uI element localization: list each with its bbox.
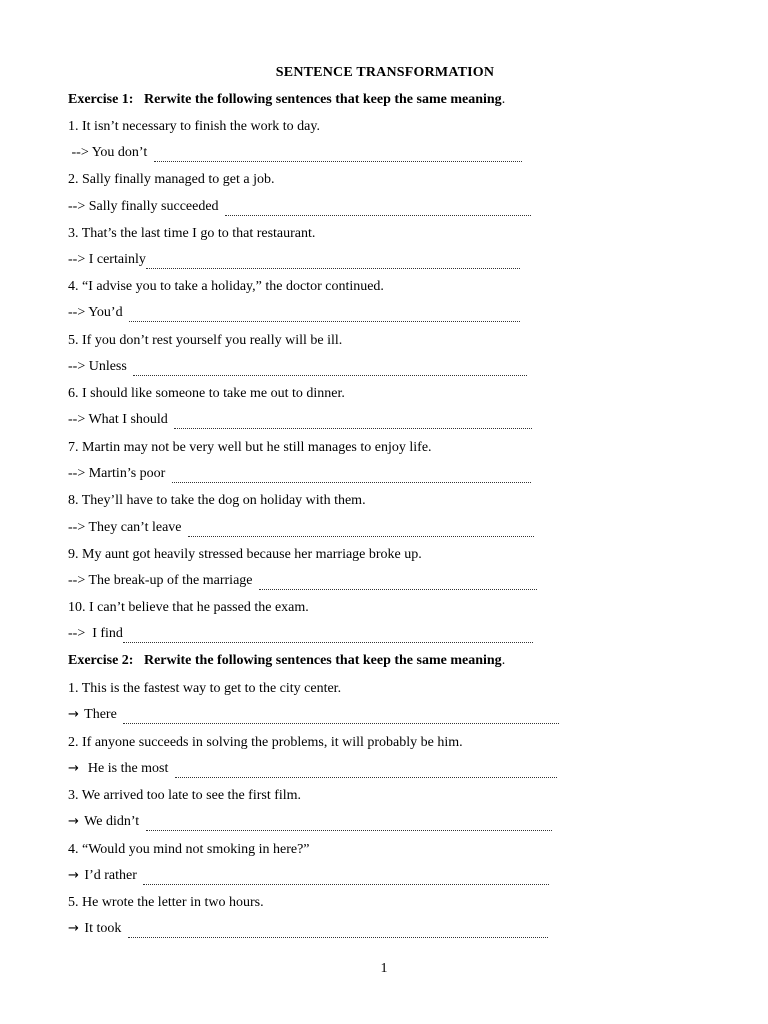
ex1-answer-1[interactable] — [68, 144, 522, 162]
ex1-question-9: 9. My aunt got heavily stressed because her marriage broke up. — [68, 547, 422, 562]
exercise1-instruction: Rerwite the following sentences that keep the same meaning — [143, 92, 502, 107]
ex1-answer-5[interactable] — [68, 358, 527, 376]
right-arrow-icon: → — [68, 921, 79, 936]
ex2-answer-2[interactable] — [68, 760, 557, 778]
ex1-blank-8[interactable] — [188, 523, 534, 537]
ex1-question-3: 3. That’s the last time I go to that restaurant. — [68, 226, 316, 241]
ex1-question-4: 4. “I advise you to take a holiday,” the doctor continued. — [68, 279, 384, 294]
ex1-blank-3[interactable] — [146, 255, 520, 269]
ex2-question-4: 4. “Would you mind not smoking in here?” — [68, 842, 310, 857]
ex1-question-2: 2. Sally finally managed to get a job. — [68, 172, 275, 187]
right-arrow-icon: → — [68, 814, 79, 829]
ex2-question-3: 3. We arrived too late to see the first film. — [68, 788, 302, 803]
ex2-blank-4[interactable] — [143, 871, 549, 885]
ex1-answer-8[interactable] — [68, 519, 534, 537]
ex1-prompt-4: --> You’d — [68, 305, 127, 320]
ex1-prompt-2: --> Sally finally succeeded — [68, 199, 223, 214]
ex2-answer-5[interactable] — [68, 920, 548, 938]
ex2-prompt-1: There — [80, 707, 121, 722]
ex1-answer-3[interactable] — [68, 251, 520, 269]
ex1-blank-4[interactable] — [129, 308, 520, 322]
ex1-answer-9[interactable] — [68, 572, 537, 590]
exercise1-label: Exercise 1: — [68, 92, 134, 107]
ex1-answer-6[interactable] — [68, 411, 532, 429]
exercise2-instruction: Rerwite the following sentences that keep the same meaning — [143, 653, 502, 668]
ex2-blank-1[interactable] — [123, 710, 559, 724]
ex1-answer-10[interactable] — [68, 625, 533, 643]
ex2-question-2: 2. If anyone succeeds in solving the problems, it will probably be him. — [68, 735, 463, 750]
ex1-prompt-7: --> Martin’s poor — [68, 466, 169, 481]
ex2-prompt-3: We didn’t — [80, 814, 143, 829]
ex1-prompt-8: --> They can’t leave — [68, 520, 185, 535]
ex1-prompt-6: --> What I should — [68, 412, 172, 427]
right-arrow-icon: → — [68, 761, 79, 776]
ex1-blank-2[interactable] — [225, 202, 531, 216]
ex2-question-5: 5. He wrote the letter in two hours. — [68, 895, 264, 910]
ex2-prompt-2: He is the most — [80, 761, 172, 776]
ex1-blank-1[interactable] — [154, 148, 522, 162]
ex1-blank-10[interactable] — [123, 629, 533, 643]
exercise1-heading — [68, 92, 505, 108]
ex1-prompt-3: --> I certainly — [68, 252, 146, 267]
right-arrow-icon: → — [68, 707, 79, 722]
ex1-question-1: 1. It isn’t necessary to finish the work to day. — [68, 119, 320, 134]
ex1-blank-6[interactable] — [174, 415, 532, 429]
ex1-prompt-9: --> The break-up of the marriage — [68, 573, 256, 588]
ex1-question-7: 7. Martin may not be very well but he still manages to enjoy life. — [68, 440, 432, 455]
ex2-answer-4[interactable] — [68, 867, 549, 885]
ex2-question-1: 1. This is the fastest way to get to the city center. — [68, 681, 342, 696]
ex1-prompt-10: --> I find — [68, 626, 123, 641]
ex2-answer-1[interactable] — [68, 706, 559, 724]
exercise2-trailing: . — [501, 653, 506, 668]
ex2-prompt-5: It took — [80, 921, 125, 936]
page-title: SENTENCE TRANSFORMATION — [275, 65, 495, 80]
right-arrow-icon: → — [68, 868, 79, 883]
ex2-blank-5[interactable] — [128, 924, 548, 938]
exercise2-heading — [68, 653, 505, 669]
ex1-answer-7[interactable] — [68, 465, 531, 483]
ex1-blank-9[interactable] — [259, 576, 537, 590]
ex1-question-10: 10. I can’t believe that he passed the exam. — [68, 600, 309, 615]
exercise2-label: Exercise 2: — [68, 653, 134, 668]
ex2-blank-2[interactable] — [175, 764, 557, 778]
ex2-blank-3[interactable] — [146, 817, 552, 831]
ex2-prompt-4: I’d rather — [80, 868, 141, 883]
ex1-question-5: 5. If you don’t rest yourself you really will be ill. — [68, 333, 343, 348]
ex1-answer-4[interactable] — [68, 304, 520, 322]
ex1-blank-7[interactable] — [172, 469, 531, 483]
ex1-question-6: 6. I should like someone to take me out to dinner. — [68, 386, 345, 401]
ex1-question-8: 8. They’ll have to take the dog on holiday with them. — [68, 493, 366, 508]
ex1-answer-2[interactable] — [68, 198, 531, 216]
ex1-prompt-5: --> Unless — [68, 359, 131, 374]
page-number: 1 — [380, 961, 388, 976]
ex1-blank-5[interactable] — [133, 362, 527, 376]
ex1-prompt-1: --> You don’t — [68, 145, 151, 160]
ex2-answer-3[interactable] — [68, 813, 552, 831]
exercise1-trailing: . — [501, 92, 506, 107]
